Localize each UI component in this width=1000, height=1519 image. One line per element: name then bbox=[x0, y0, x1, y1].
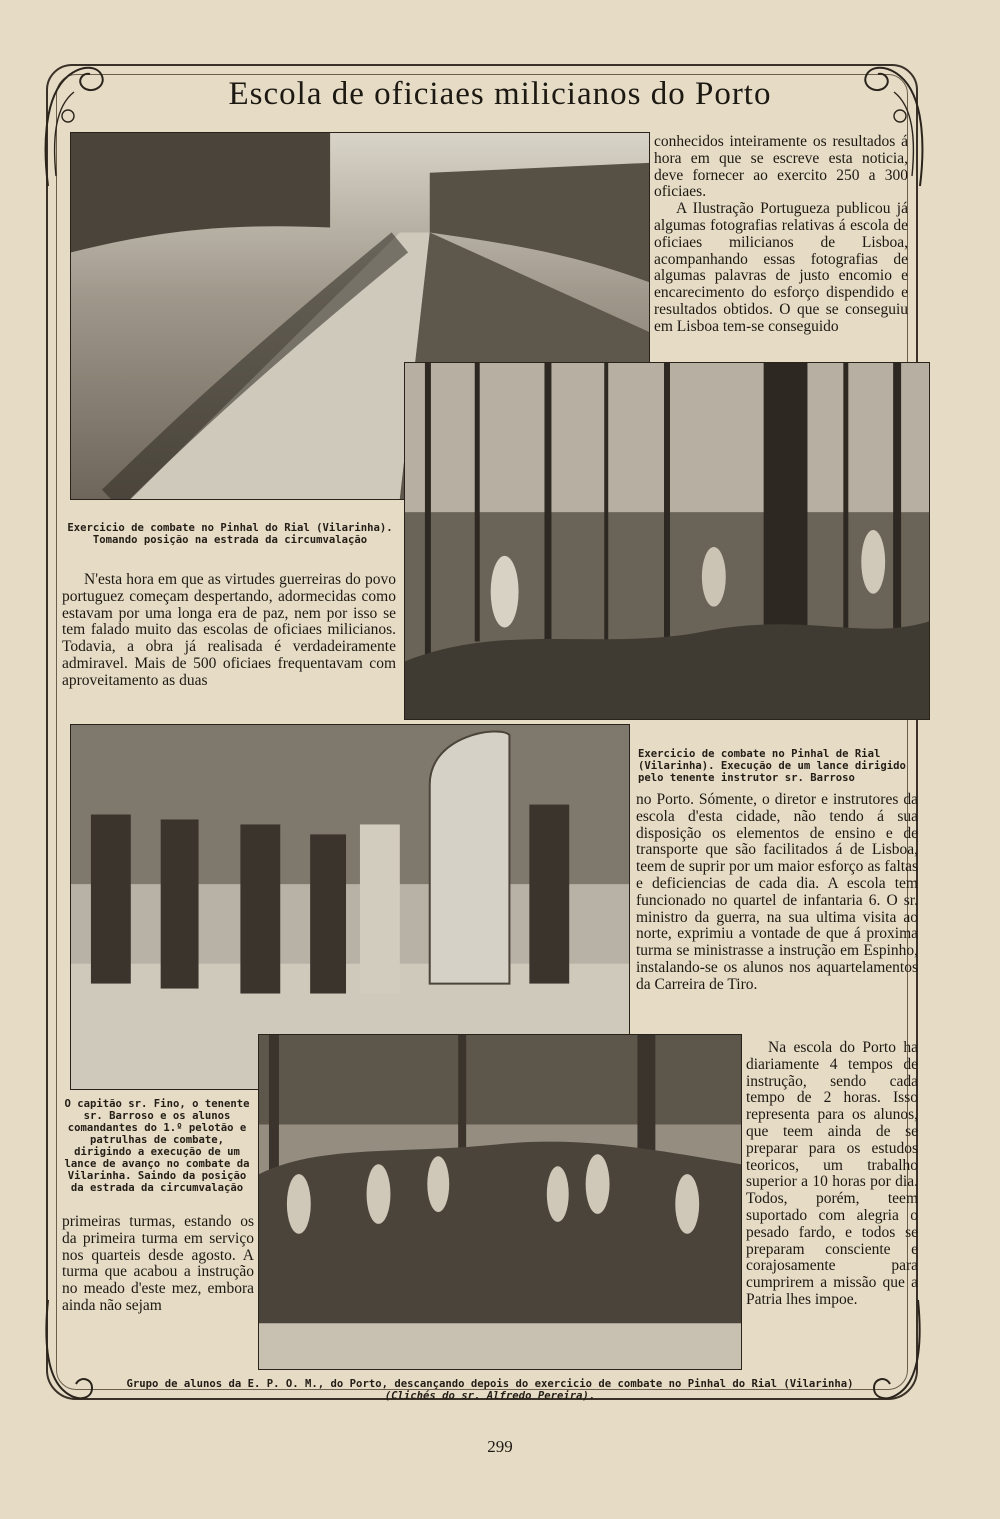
page-title: Escola de oficiaes milicianos do Porto bbox=[228, 76, 772, 112]
photo-group-resting bbox=[258, 1034, 742, 1370]
text-right-bottom bbox=[746, 1040, 918, 1309]
caption-group-credit: (Clichés do sr. Alfredo Pereira). bbox=[384, 1390, 596, 1402]
paragraph: N'esta hora em que as virtudes guerreiras do povo portuguez começam despertando, adormecidas como estavam por uma longa era de paz, nem por isso se tem falado muito das escolas de oficiaes milicianos. Todavia, a obra já realisada é verdadeiramente admiravel. Mais de 500 oficiaes frequentavam com aproveitamento as duas bbox=[62, 571, 396, 689]
text-left-middle bbox=[62, 572, 396, 690]
paragraph: primeiras turmas, estando os da primeira turma em serviço nos quarteis desde agosto. A turma que acabou a instrução no meado d'este mez, embora ainda não sejam bbox=[62, 1213, 254, 1314]
photo-forest-advance bbox=[404, 362, 930, 720]
paragraph: no Porto. Sómente, o diretor e instrutores da escola d'esta cidade, não tendo á sua disposição os elementos de ensino e de transporte que são facilitados á de Lisboa, teem de suprir por um maior esforço as faltas e deficiencias de cada dia. A escola tem funcionado no quartel de infantaria 6. O sr. ministro da guerra, na sua ultima visita ao norte, exprimiu a vontade de que á proxima turma se ministrasse a instrução em Espinho, instalando-se os alunos nos aquartelamentos da Carreira de Tiro. bbox=[636, 791, 918, 993]
caption-photo-forest: Exercicio de combate no Pinhal de Rial (Vilarinha). Execução de um lance dirigido pelo tenente instrutor sr. Barroso bbox=[638, 748, 906, 784]
text-right-middle bbox=[636, 792, 918, 994]
paragraph: Na escola do Porto ha diariamente 4 tempos de instrução, sendo cada tempo de 2 horas. Isso representa para os alunos, que teem ainda de se preparar para os estudos teoricos, um trabalho superior a 10 horas por dia. Todos, porém, teem suportado com alegria o pesado fardo, e todos se preparam consciente e corajosamente para cumprirem a missão que a Patria lhes impoe. bbox=[746, 1039, 918, 1308]
caption-photo-group bbox=[60, 1378, 920, 1402]
caption-group-line1: Grupo de alunos da E. P. O. M., do Porto, descançando depois do exercicio de combate no Pinhal do Rial (Vilarinha) bbox=[126, 1378, 854, 1390]
paragraph: conhecidos inteiramente os resultados á hora em que se escreve esta noticia, deve fornecer ao exercito 250 a 300 oficiaes. bbox=[654, 133, 908, 201]
text-left-bottom bbox=[62, 1214, 254, 1315]
text-top-right bbox=[654, 134, 908, 336]
caption-photo-road: Exercicio de combate no Pinhal do Rial (Vilarinha). Tomando posição na estrada da circumvalação bbox=[67, 522, 393, 546]
page-number: 299 bbox=[487, 1437, 513, 1456]
caption-photo-officers: O capitão sr. Fino, o tenente sr. Barroso e os alunos comandantes do 1.º pelotão e patrulhas de combate, dirigindo a execução de um lance de avanço no combate da Vilarinha. Saindo da posição da estrada da circumvalação bbox=[64, 1098, 250, 1194]
paragraph: A Ilustração Portugueza publicou já algumas fotografias relativas á escola de oficiaes milicianos de Lisboa, acompanhando essas fotografias de algumas palavras de justo encomio e encarecimento do esforço dispendido e resultados obtidos. O que se conseguiu em Lisboa tem-se conseguido bbox=[654, 200, 908, 335]
